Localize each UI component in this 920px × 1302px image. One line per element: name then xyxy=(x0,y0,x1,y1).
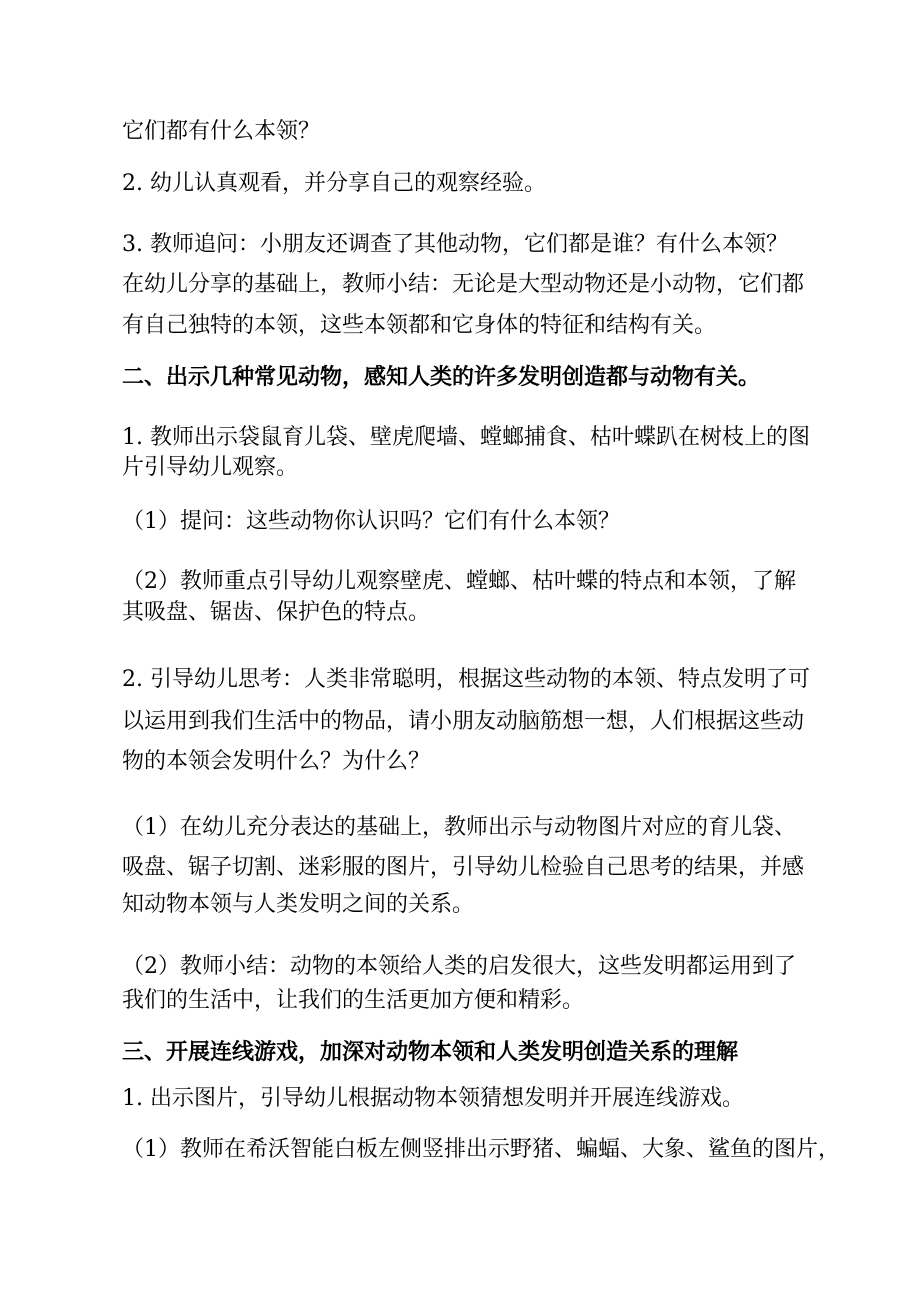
paragraph-line: （2）教师重点引导幼儿观察壁虎、螳螂、枯叶蝶的特点和本领，了解 xyxy=(122,569,796,594)
paragraph-line: 3. 教师追问：小朋友还调查了其他动物，它们都是谁？有什么本领？ xyxy=(122,232,788,257)
paragraph-line: 有自己独特的本领，这些本领都和它身体的特征和结构有关。 xyxy=(122,313,717,338)
paragraph-line: （1）教师在希沃智能白板左侧竖排出示野猪、蝙蝠、大象、鲨鱼的图片， xyxy=(122,1137,840,1162)
paragraph-line: 物的本领会发明什么？为什么？ xyxy=(122,749,431,774)
paragraph-line: 知动物本领与人类发明之间的关系。 xyxy=(122,892,475,917)
paragraph-line: 吸盘、锯子切割、迷彩服的图片，引导幼儿检验自己思考的结果，并感 xyxy=(122,855,805,880)
paragraph-line: 2. 幼儿认真观看，并分享自己的观察经验。 xyxy=(122,171,546,196)
section-heading: 二、出示几种常见动物，感知人类的许多发明创造都与动物有关。 xyxy=(122,365,761,390)
paragraph-line: 片引导幼儿观察。 xyxy=(122,455,299,480)
paragraph-line: （2）教师小结：动物的本领给人类的启发很大，这些发明都运用到了 xyxy=(122,954,796,979)
paragraph-line: 1. 教师出示袋鼠育儿袋、壁虎爬墙、螳螂捕食、枯叶蝶趴在树枝上的图 xyxy=(122,425,810,450)
section-heading: 三、开展连线游戏，加深对动物本领和人类发明创造关系的理解 xyxy=(122,1040,739,1065)
paragraph-line: 它们都有什么本领？ xyxy=(122,119,321,144)
paragraph-line: （1）提问：这些动物你认识吗？它们有什么本领？ xyxy=(122,509,620,534)
paragraph-line: 1. 出示图片，引导幼儿根据动物本领猜想发明并开展连线游戏。 xyxy=(122,1086,744,1111)
paragraph-line: （1）在幼儿充分表达的基础上，教师出示与动物图片对应的育儿袋、 xyxy=(122,815,796,840)
paragraph-line: 2. 引导幼儿思考：人类非常聪明，根据这些动物的本领、特点发明了可 xyxy=(122,667,810,692)
paragraph-line: 在幼儿分享的基础上，教师小结：无论是大型动物还是小动物，它们都 xyxy=(122,272,805,297)
paragraph-line: 其吸盘、锯齿、保护色的特点。 xyxy=(122,600,431,625)
paragraph-line: 以运用到我们生活中的物品，请小朋友动脑筋想一想，人们根据这些动 xyxy=(122,709,805,734)
paragraph-line: 我们的生活中，让我们的生活更加方便和精彩。 xyxy=(122,988,585,1013)
